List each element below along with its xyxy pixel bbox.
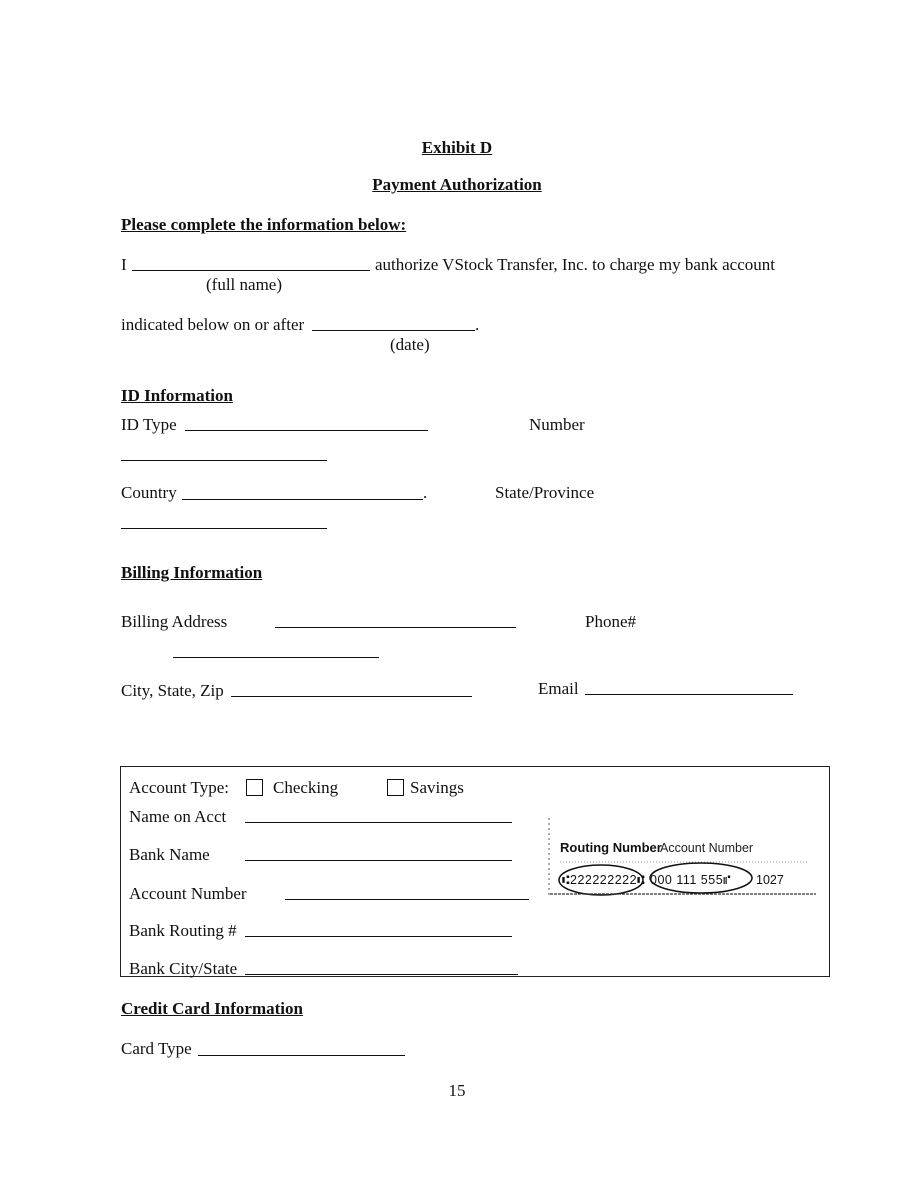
name-on-acct-field[interactable] [245,822,512,823]
on-or-after-text: indicated below on or after [121,315,305,334]
phone-label: Phone# [585,612,636,631]
card-type-label: Card Type [121,1039,192,1058]
bank-routing-label: Bank Routing # [129,921,237,940]
email-field[interactable] [585,694,793,695]
state-province-label: State/Province [495,483,595,502]
bank-city-state-label: Bank City/State [129,959,238,978]
page-number: 15 [448,1081,466,1100]
authorize-text: authorize VStock Transfer, Inc. to charge my bank account [375,255,775,274]
bank-name-field[interactable] [245,860,512,861]
check-account-digits: 000 111 555⑈ [650,873,732,887]
check-routing-label: Routing Number [560,840,662,855]
savings-checkbox[interactable] [387,779,404,796]
check-number-digits: 1027 [756,873,784,887]
id-type-label: ID Type [121,415,177,434]
date-field[interactable] [312,330,475,331]
check-account-label: Account Number [660,841,754,855]
country-period: . [423,483,428,502]
savings-label: Savings [410,778,464,797]
check-routing-illustration [546,818,818,898]
bank-name-label: Bank Name [129,845,210,864]
checking-label: Checking [273,778,339,797]
exhibit-label: Exhibit D [421,138,493,157]
authorize-prefix: I [121,255,127,274]
country-label: Country [121,483,177,502]
city-state-zip-label: City, State, Zip [121,681,224,700]
card-type-field[interactable] [198,1055,405,1056]
billing-address-label: Billing Address [121,612,228,631]
intro-heading: Please complete the information below: [121,215,407,234]
phone-field[interactable] [173,657,379,658]
country-field[interactable] [182,499,423,500]
id-number-label: Number [529,415,585,434]
full-name-field[interactable] [132,270,370,271]
bank-routing-field[interactable] [245,936,512,937]
billing-heading: Billing Information [121,563,263,582]
checking-checkbox[interactable] [246,779,263,796]
id-info-heading: ID Information [121,386,233,405]
account-number-field[interactable] [285,899,529,900]
email-label: Email [538,679,579,698]
page-title: Payment Authorization [372,175,542,194]
date-period: . [475,315,480,334]
full-name-caption: (full name) [206,275,282,294]
name-on-acct-label: Name on Acct [129,807,227,826]
city-state-zip-field[interactable] [231,696,472,697]
account-number-label: Account Number [129,884,247,903]
id-number-field[interactable] [121,460,327,461]
state-province-field[interactable] [121,528,327,529]
bank-city-state-field[interactable] [245,974,518,975]
billing-address-field[interactable] [275,627,516,628]
credit-card-heading: Credit Card Information [121,999,303,1018]
account-type-label: Account Type: [129,778,229,797]
id-type-field[interactable] [185,430,428,431]
date-caption: (date) [390,335,430,354]
check-routing-digits: ⑆222222222⑆ [562,873,646,887]
